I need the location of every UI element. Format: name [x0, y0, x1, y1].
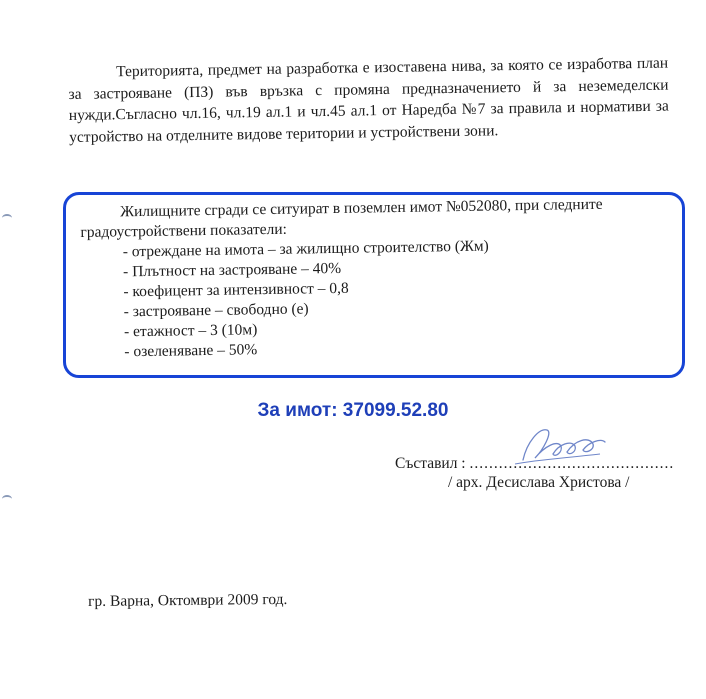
intro-text: Територията, предмет на разработка е изоставена нива, за която се изработва план за застрояване (ПЗ) във връзка с промяна предназначението й за неземеделски нужди.Съгласно чл.16, чл.19 ал.1 и чл.45 ал.1 от Наредба №7 за правила и нормативи за устройство на отделните видове територии и устройствени зони. [68, 54, 669, 146]
list-item: - етажност – 3 (10м) [123, 321, 258, 341]
list-item: - Плътност на застрояване – 40% [122, 259, 342, 281]
property-id-text: За имот: 37099.52.80 [257, 400, 449, 421]
punch-hole-mark [2, 495, 12, 503]
city-date: гр. Варна, Октомври 2009 год. [88, 590, 288, 610]
punch-hole-mark [2, 214, 12, 222]
author-name: / арх. Десислава Христова / [448, 474, 630, 491]
compiled-label: Съставил : [395, 455, 466, 472]
signature-dots: .......................................... [469, 455, 675, 472]
property-id-label [0, 400, 706, 422]
indicators-lead: Жилищните сгради се ситуират в поземлен имот №052080, при следните градоустройствени показатели: [80, 195, 603, 241]
list-item: - отреждане на имота – за жилищно строителство (Жм) [122, 237, 489, 261]
list-item: - коефицент за интензивност – 0,8 [123, 279, 349, 301]
compiled-by-line [395, 455, 674, 473]
indicators-list [81, 234, 673, 363]
intro-paragraph [68, 53, 669, 148]
list-item: - озеленяване – 50% [124, 341, 258, 361]
list-item: - застрояване – свободно (е) [123, 300, 309, 321]
development-indicators [80, 194, 672, 363]
